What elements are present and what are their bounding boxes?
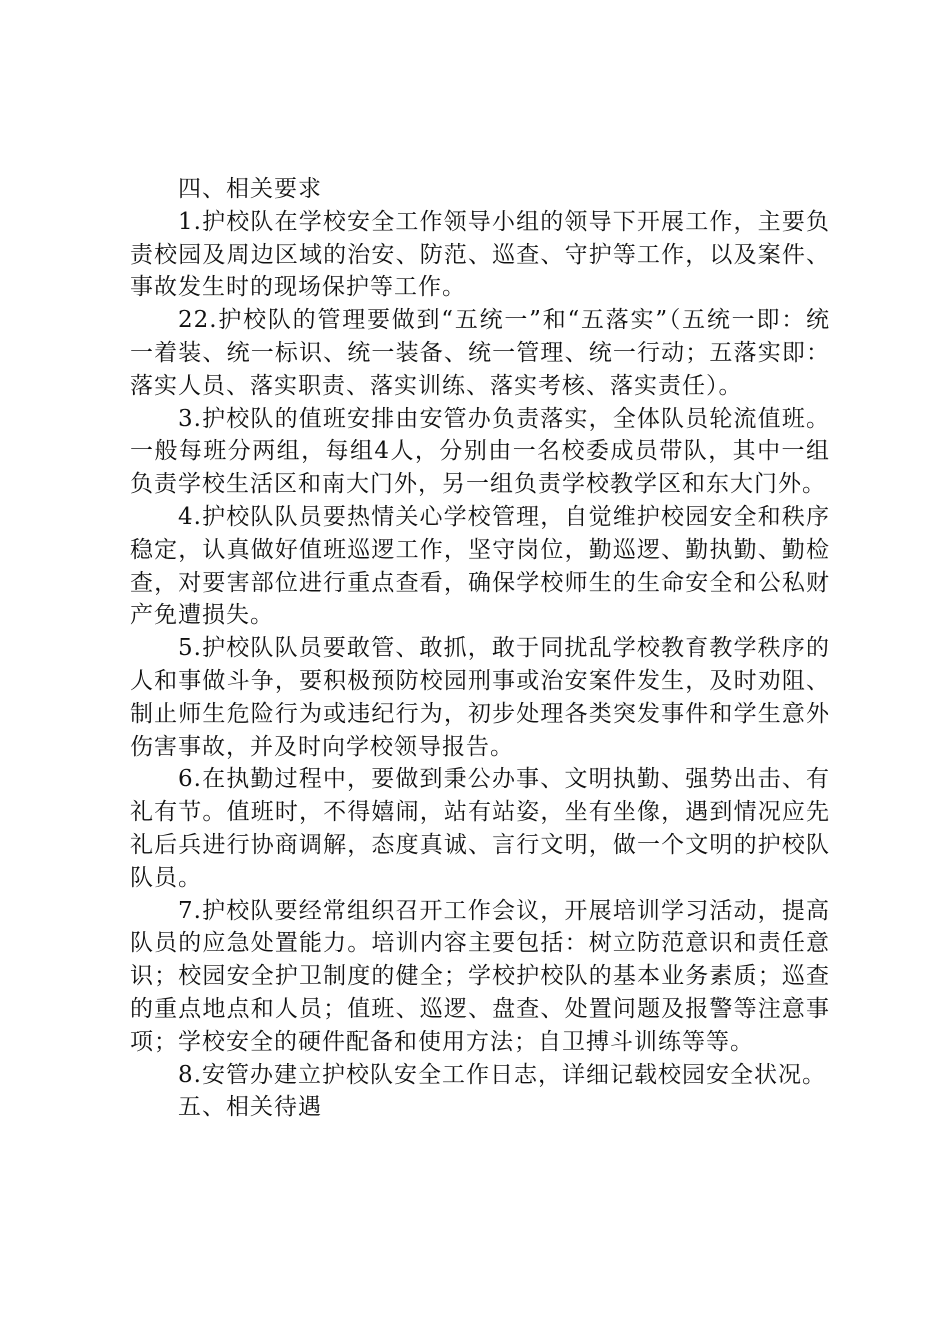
section-heading-requirements: 四、相关要求: [178, 176, 322, 202]
paragraph-item-5: 5.护校队队员要敢管、敢抓，敢于同扰乱学校教育教学秩序的人和事做斗争，要积极预防校园刑事或治安案件发生，及时劝阻、制止师生危险行为或违纪行为，初步处理各类突发事件和学生意外伤害事故，并及时向学校领导报告。: [130, 635, 830, 760]
paragraph-item-8: 8.安管办建立护校队安全工作日志，详细记载校园安全状况。: [178, 1061, 826, 1088]
paragraph-item-4: 4.护校队队员要热情关心学校管理，自觉维护校园安全和秩序稳定，认真做好值班巡逻工作，坚守岗位，勤巡逻、勤执勤、勤检查，对要害部位进行重点查看，确保学校师生的生命安全和公私财产免遭损失。: [130, 503, 830, 629]
paragraph-item-6: 6.在执勤过程中，要做到秉公办事、文明执勤、强势出击、有礼有节。值班时，不得嬉闹，站有站姿，坐有坐像，遇到情况应先礼后兵进行协商调解，态度真诚、言行文明，做一个文明的护校队队员。: [130, 766, 830, 891]
document-body: [130, 173, 830, 1124]
section-heading-benefits: 五、相关待遇: [178, 1094, 322, 1121]
paragraph-item-3: 3.护校队的值班安排由安管办负责落实，全体队员轮流值班。一般每班分两组，每组4人，分别由一名校委成员带队，其中一组负责学校生活区和南大门外，另一组负责学校教学区和东大门外。: [130, 405, 830, 498]
paragraph-item-2: 22.护校队的管理要做到“五统一”和“五落实”（五统一即：统一着装、统一标识、统一装备、统一管理、统一行动；五落实即：落实人员、落实职责、落实训练、落实考核、落实责任）。: [130, 307, 830, 399]
paragraph-item-1: 1.护校队在学校安全工作领导小组的领导下开展工作，主要负责校园及周边区域的治安、防范、巡查、守护等工作，以及案件、事故发生时的现场保护等工作。: [130, 208, 830, 301]
paragraph-item-7: 7.护校队要经常组织召开工作会议，开展培训学习活动，提高队员的应急处置能力。培训内容主要包括：树立防范意识和责任意识；校园安全护卫制度的健全；学校护校队的基本业务素质；巡查的重点地点和人员；值班、巡逻、盘查、处置问题及报警等注意事项；学校安全的硬件配备和使用方法；自卫搏斗训练等等。: [130, 897, 830, 1055]
